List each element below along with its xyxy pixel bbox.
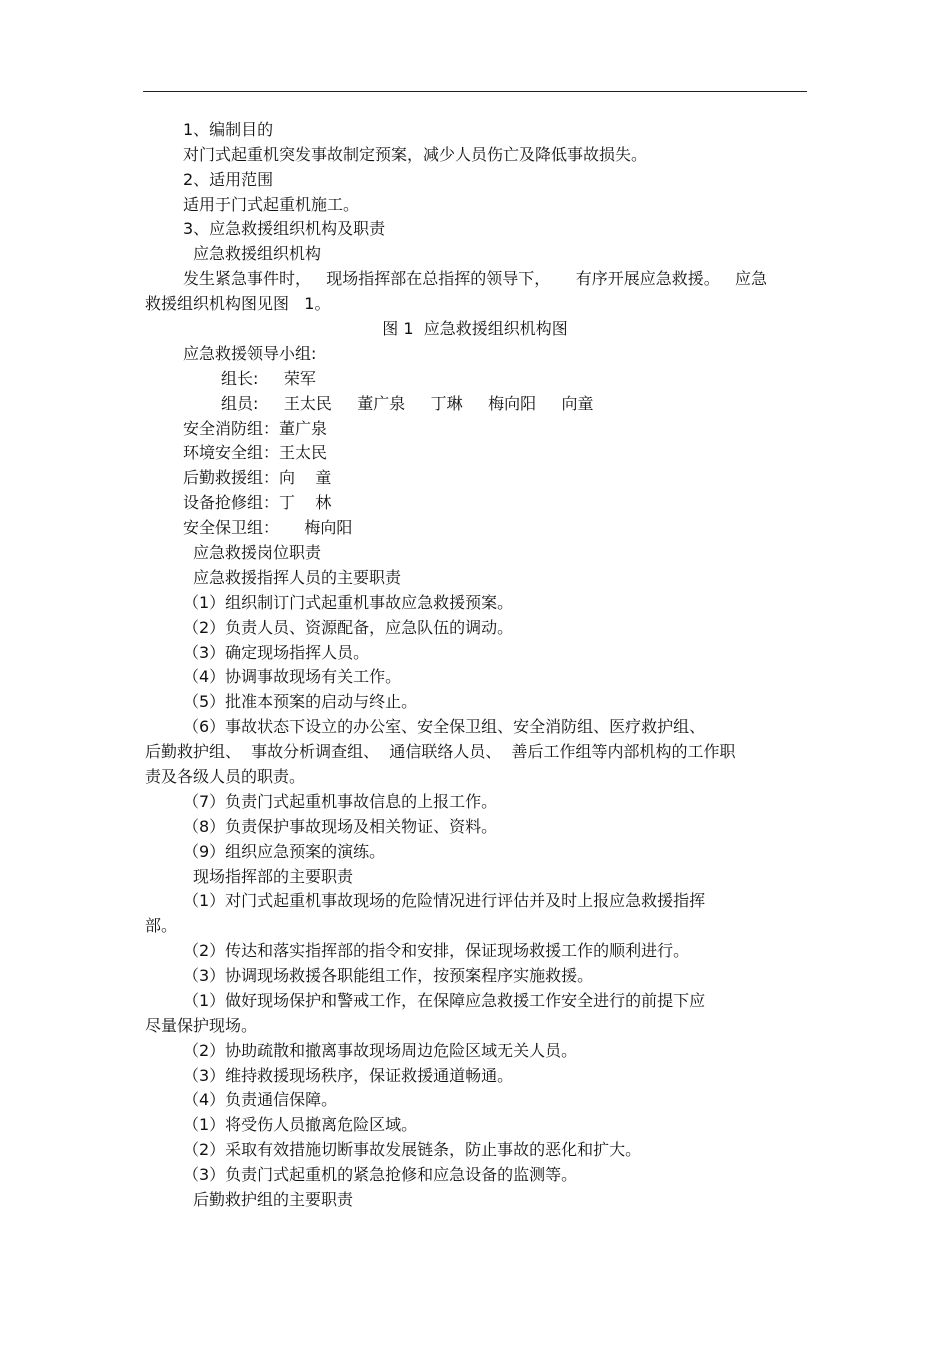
- members: 组员: 王太民 董广泉 丁琳 梅向阳 向童: [221, 394, 594, 413]
- paragraph-purpose: 对门式起重机突发事故制定预案，减少人员伤亡及降低事故损失。: [183, 145, 648, 164]
- list-item: （1）对门式起重机事故现场的危险情况进行评估并及时上报应急救援指挥: [183, 891, 706, 910]
- list-item-continuation: 后勤救护组、 事故分析调查组、 通信联络人员、 善后工作组等内部机构的工作职: [145, 742, 736, 761]
- header-rule: [143, 91, 807, 92]
- list-item: （1）将受伤人员撤离危险区域。: [183, 1115, 418, 1134]
- group-environment: 环境安全组：王太民: [183, 443, 328, 462]
- subheading-command-duties: 应急救援指挥人员的主要职责: [193, 568, 402, 587]
- heading-purpose: 1、编制目的: [183, 120, 274, 139]
- group-equipment: 设备抢修组：丁 林: [183, 493, 332, 512]
- list-item: （9）组织应急预案的演练。: [183, 842, 386, 861]
- leadership-group: 应急救援领导小组:: [183, 344, 317, 363]
- leader: 组长: 荣军: [221, 369, 316, 388]
- list-item: （4）协调事故现场有关工作。: [183, 667, 402, 686]
- list-item: （5）批准本预案的启动与终止。: [183, 692, 418, 711]
- subheading-site-command-duties: 现场指挥部的主要职责: [193, 867, 354, 886]
- list-item: （2）负责人员、资源配备，应急队伍的调动。: [183, 618, 514, 637]
- list-item: （3）协调现场救援各职能组工作，按预案程序实施救援。: [183, 966, 594, 985]
- subheading-logistics-duties: 后勤救护组的主要职责: [193, 1190, 354, 1209]
- list-item: （7）负责门式起重机事故信息的上报工作。: [183, 792, 498, 811]
- heading-organization: 3、应急救援组织机构及职责: [183, 219, 386, 238]
- paragraph-organization-1: 发生紧急事件时， 现场指挥部在总指挥的领导下， 有序开展应急救援。 应急: [183, 269, 767, 288]
- list-item: （8）负责保护事故现场及相关物证、资料。: [183, 817, 498, 836]
- list-item: （2）传达和落实指挥部的指令和安排，保证现场救援工作的顺利进行。: [183, 941, 690, 960]
- list-item-continuation: 责及各级人员的职责。: [145, 767, 306, 786]
- group-logistics: 后勤救援组：向 童: [183, 468, 332, 487]
- list-item: （3）负责门式起重机的紧急抢修和应急设备的监测等。: [183, 1165, 578, 1184]
- list-item: （1）做好现场保护和警戒工作，在保障应急救援工作安全进行的前提下应: [183, 991, 706, 1010]
- list-item-continuation: 尽量保护现场。: [145, 1016, 258, 1035]
- paragraph-scope: 适用于门式起重机施工。: [183, 195, 360, 214]
- list-item: （6）事故状态下设立的办公室、安全保卫组、安全消防组、医疗救护组、: [183, 717, 706, 736]
- list-item: （3）确定现场指挥人员。: [183, 643, 370, 662]
- group-fire: 安全消防组：董广泉: [183, 419, 328, 438]
- list-item: （4）负责通信保障。: [183, 1090, 338, 1109]
- paragraph-organization-2: 救援组织机构图见图 1。: [145, 294, 331, 313]
- list-item: （2）采取有效措施切断事故发展链条，防止事故的恶化和扩大。: [183, 1140, 642, 1159]
- heading-scope: 2、适用范围: [183, 170, 274, 189]
- figure-caption: 图 1 应急救援组织机构图: [382, 319, 568, 338]
- list-item: （3）维持救援现场秩序，保证救援通道畅通。: [183, 1066, 514, 1085]
- list-item: （2）协助疏散和撤离事故现场周边危险区域无关人员。: [183, 1041, 578, 1060]
- subheading-duties: 应急救援岗位职责: [193, 543, 322, 562]
- list-item-continuation: 部。: [145, 916, 178, 935]
- subheading-organization: 应急救援组织机构: [193, 244, 322, 263]
- list-item: （1）组织制订门式起重机事故应急救援预案。: [183, 593, 514, 612]
- group-security: 安全保卫组： 梅向阳: [183, 518, 353, 537]
